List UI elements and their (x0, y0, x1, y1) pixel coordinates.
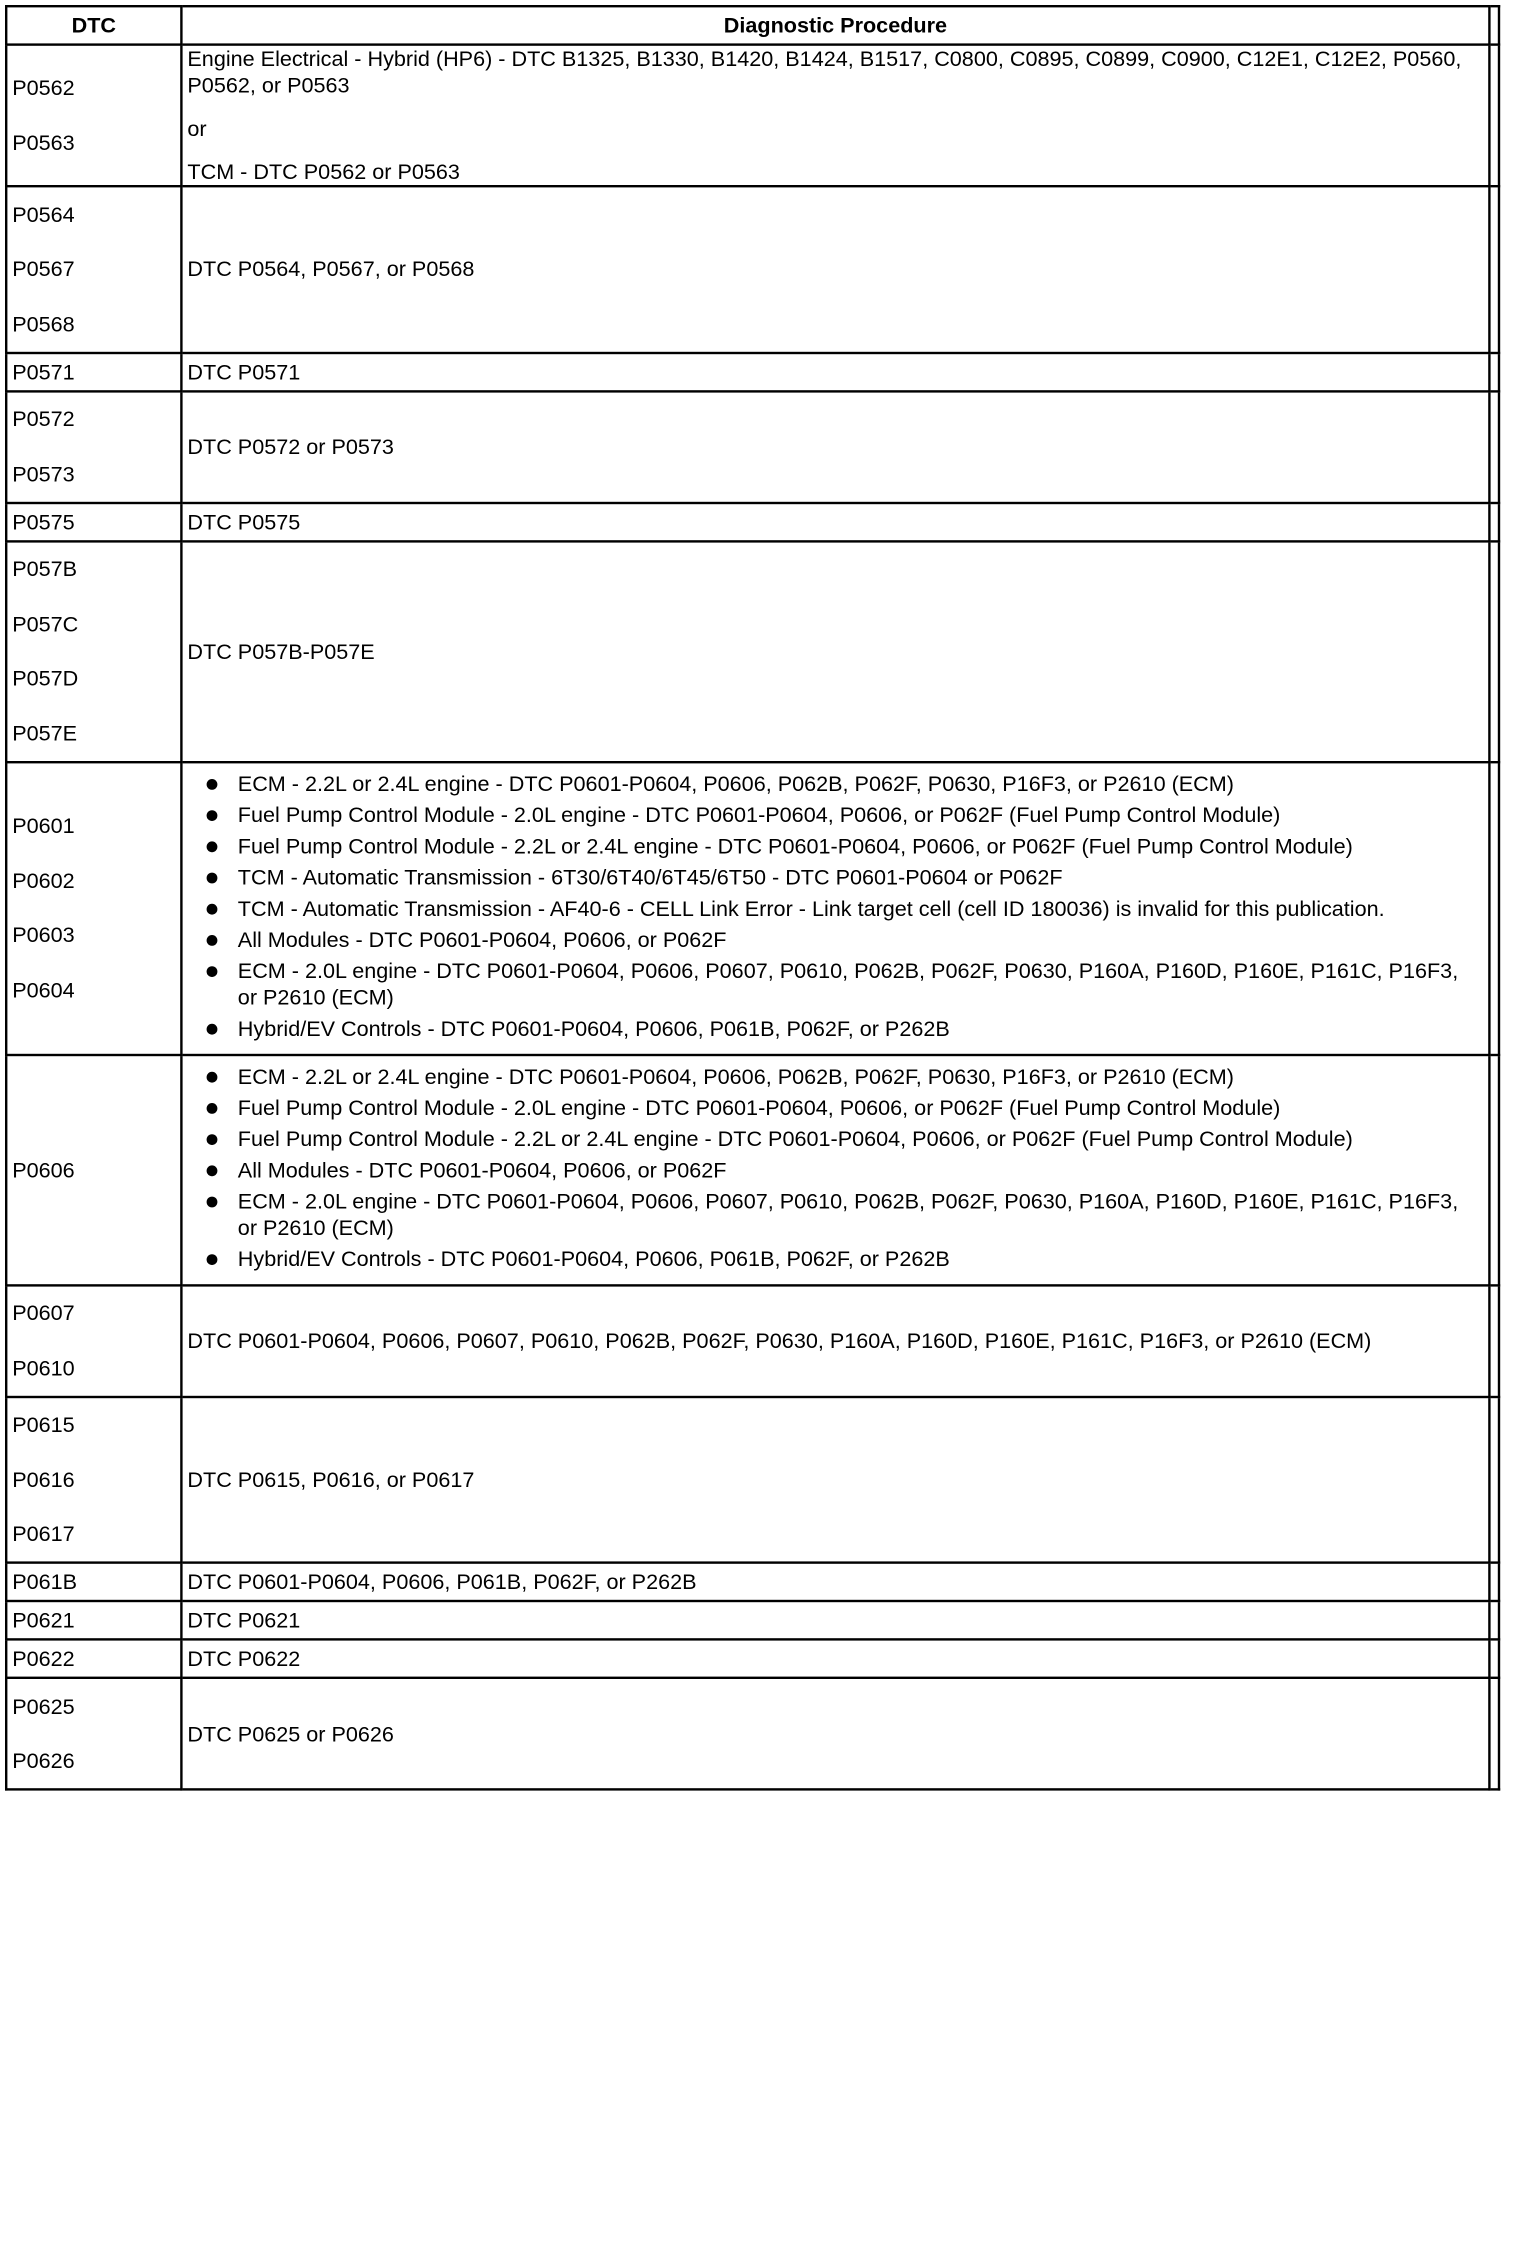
spacer-cell (1489, 1678, 1499, 1790)
procedure-paragraph: Engine Electrical - Hybrid (HP6) - DTC B1325, B1330, B1420, B1424, B1517, C0800, C0895, C0899, C0900, C12E1, C12E2, P0560, P0562, or P0563 (187, 47, 1462, 98)
procedure-bullet-item: Fuel Pump Control Module - 2.2L or 2.4L engine - DTC P0601-P0604, P0606, or P062F (Fuel Pump Control Module) (187, 832, 1478, 858)
dtc-code: P0563 (12, 130, 75, 155)
dtc-code: P0602 (12, 868, 75, 893)
spacer-cell (1489, 1054, 1499, 1284)
dtc-code-cell (6, 1678, 181, 1790)
table-row (6, 1678, 1499, 1790)
procedure-bullet-item: ECM - 2.2L or 2.4L engine - DTC P0601-P0604, P0606, P062B, P062F, P0630, P16F3, or P2610 (ECM) (187, 1063, 1478, 1089)
procedure-cell (181, 1054, 1489, 1284)
spacer-cell (1489, 1563, 1499, 1601)
procedure-bullet-item: All Modules - DTC P0601-P0604, P0606, or P062F (187, 1156, 1478, 1182)
document-page (5, 5, 1520, 2253)
dtc-code: P0622 (12, 1646, 75, 1671)
dtc-code-cell (6, 1563, 181, 1601)
procedure-cell (181, 1639, 1489, 1677)
table-row (6, 1054, 1499, 1284)
dtc-code: P0573 (12, 461, 75, 486)
spacer-cell (1489, 762, 1499, 1055)
table-row (6, 186, 1499, 352)
table-row (6, 1601, 1499, 1639)
procedure-text: DTC P0621 (187, 1608, 301, 1633)
dtc-code: P0610 (12, 1355, 75, 1380)
table-body (6, 45, 1499, 1790)
dtc-code: P0625 (12, 1694, 75, 1719)
dtc-code: P0571 (12, 359, 75, 384)
procedure-text: DTC P0622 (187, 1646, 301, 1671)
procedure-text: DTC P0571 (187, 359, 301, 384)
procedure-bullet-item: All Modules - DTC P0601-P0604, P0606, or P062F (187, 926, 1478, 952)
procedure-bullet-item: ECM - 2.2L or 2.4L engine - DTC P0601-P0604, P0606, P062B, P062F, P0630, P16F3, or P2610 (ECM) (187, 770, 1478, 796)
dtc-code: P0606 (12, 1157, 75, 1182)
procedure-text: DTC P0572 or P0573 (187, 434, 394, 459)
dtc-code: P0617 (12, 1522, 75, 1547)
procedure-text: DTC P0615, P0616, or P0617 (187, 1467, 475, 1492)
procedure-cell (181, 1601, 1489, 1639)
dtc-code: P057D (12, 666, 79, 691)
procedure-bullet-item: Hybrid/EV Controls - DTC P0601-P0604, P0606, P061B, P062F, or P262B (187, 1015, 1478, 1041)
dtc-code-cell (6, 45, 181, 187)
dtc-code: P0564 (12, 202, 75, 227)
spacer-cell (1489, 502, 1499, 540)
procedure-paragraph: TCM - DTC P0562 or P0563 (187, 159, 460, 184)
procedure-bullet-item: Fuel Pump Control Module - 2.2L or 2.4L engine - DTC P0601-P0604, P0606, or P062F (Fuel Pump Control Module) (187, 1125, 1478, 1151)
procedure-cell (181, 186, 1489, 352)
column-header-procedure: Diagnostic Procedure (181, 6, 1489, 44)
dtc-code: P0616 (12, 1467, 75, 1492)
table-row (6, 45, 1499, 187)
spacer-cell (1489, 352, 1499, 390)
procedure-bullet-item: Fuel Pump Control Module - 2.0L engine - DTC P0601-P0604, P0606, or P062F (Fuel Pump Control Module) (187, 1094, 1478, 1120)
procedure-text: DTC P0564, P0567, or P0568 (187, 257, 475, 282)
dtc-code-cell (6, 762, 181, 1055)
table-row (6, 502, 1499, 540)
table-header-row (6, 6, 1499, 44)
dtc-code-cell (6, 541, 181, 762)
dtc-code: P0604 (12, 977, 75, 1002)
table-row (6, 1639, 1499, 1677)
dtc-code: P0567 (12, 257, 75, 282)
procedure-text: DTC P0625 or P0626 (187, 1721, 394, 1746)
table-row (6, 1285, 1499, 1397)
dtc-code: P057E (12, 721, 78, 746)
procedure-cell (181, 1678, 1489, 1790)
table-row (6, 391, 1499, 503)
dtc-table (5, 5, 1500, 1791)
procedure-bullet-item: ECM - 2.0L engine - DTC P0601-P0604, P0606, P0607, P0610, P062B, P062F, P0630, P160A, P160D, P160E, P161C, P16F3, or P2610 (ECM) (187, 1188, 1478, 1241)
procedure-bullet-list (187, 763, 1478, 1053)
procedure-cell (181, 45, 1489, 187)
dtc-code: P0575 (12, 509, 75, 534)
dtc-code-cell (6, 1396, 181, 1562)
dtc-code: P0626 (12, 1748, 75, 1773)
spacer-cell (1489, 1396, 1499, 1562)
spacer-cell (1489, 1601, 1499, 1639)
procedure-bullet-item: TCM - Automatic Transmission - AF40-6 - CELL Link Error - Link target cell (cell ID 180036) is invalid for this publication. (187, 895, 1478, 921)
dtc-code: P0568 (12, 311, 75, 336)
procedure-cell (181, 502, 1489, 540)
dtc-code: P057B (12, 557, 78, 582)
column-header-spacer (1489, 6, 1499, 44)
column-header-dtc: DTC (6, 6, 181, 44)
procedure-text: DTC P0601-P0604, P0606, P061B, P062F, or P262B (187, 1569, 697, 1594)
dtc-code-cell (6, 352, 181, 390)
dtc-code-cell (6, 1601, 181, 1639)
dtc-code-cell (6, 502, 181, 540)
table-row (6, 1563, 1499, 1601)
procedure-text: DTC P0601-P0604, P0606, P0607, P0610, P062B, P062F, P0630, P160A, P160D, P160E, P161C, P16F3, or P2610 (ECM) (187, 1328, 1372, 1353)
procedure-text: DTC P057B-P057E (187, 639, 375, 664)
spacer-cell (1489, 1285, 1499, 1397)
procedure-cell (181, 352, 1489, 390)
dtc-code-cell (6, 1639, 181, 1677)
dtc-code: P0621 (12, 1608, 75, 1633)
procedure-bullet-list (187, 1056, 1478, 1284)
procedure-cell (181, 1285, 1489, 1397)
table-row (6, 352, 1499, 390)
dtc-code-cell (6, 186, 181, 352)
spacer-cell (1489, 1639, 1499, 1677)
procedure-paragraph: or (187, 116, 207, 141)
dtc-code-cell (6, 1054, 181, 1284)
dtc-code: P0607 (12, 1301, 75, 1326)
procedure-cell (181, 1563, 1489, 1601)
dtc-code: P0572 (12, 407, 75, 432)
procedure-cell (181, 541, 1489, 762)
procedure-bullet-item: TCM - Automatic Transmission - 6T30/6T40/6T45/6T50 - DTC P0601-P0604 or P062F (187, 864, 1478, 890)
procedure-cell (181, 391, 1489, 503)
procedure-text: DTC P0575 (187, 509, 301, 534)
procedure-bullet-item: Fuel Pump Control Module - 2.0L engine - DTC P0601-P0604, P0606, or P062F (Fuel Pump Control Module) (187, 801, 1478, 827)
table-row (6, 1396, 1499, 1562)
dtc-code: P0615 (12, 1412, 75, 1437)
dtc-code: P0603 (12, 923, 75, 948)
dtc-code: P061B (12, 1569, 78, 1594)
table-row (6, 541, 1499, 762)
dtc-code: P0562 (12, 76, 75, 101)
dtc-code: P0601 (12, 814, 75, 839)
spacer-cell (1489, 186, 1499, 352)
spacer-cell (1489, 541, 1499, 762)
spacer-cell (1489, 45, 1499, 187)
procedure-bullet-item: ECM - 2.0L engine - DTC P0601-P0604, P0606, P0607, P0610, P062B, P062F, P0630, P160A, P160D, P160E, P161C, P16F3, or P2610 (ECM) (187, 957, 1478, 1010)
dtc-code: P057C (12, 611, 79, 636)
procedure-cell (181, 1396, 1489, 1562)
table-row (6, 762, 1499, 1055)
dtc-code-cell (6, 1285, 181, 1397)
procedure-bullet-item: Hybrid/EV Controls - DTC P0601-P0604, P0606, P061B, P062F, or P262B (187, 1245, 1478, 1271)
procedure-cell (181, 762, 1489, 1055)
spacer-cell (1489, 391, 1499, 503)
dtc-code-cell (6, 391, 181, 503)
